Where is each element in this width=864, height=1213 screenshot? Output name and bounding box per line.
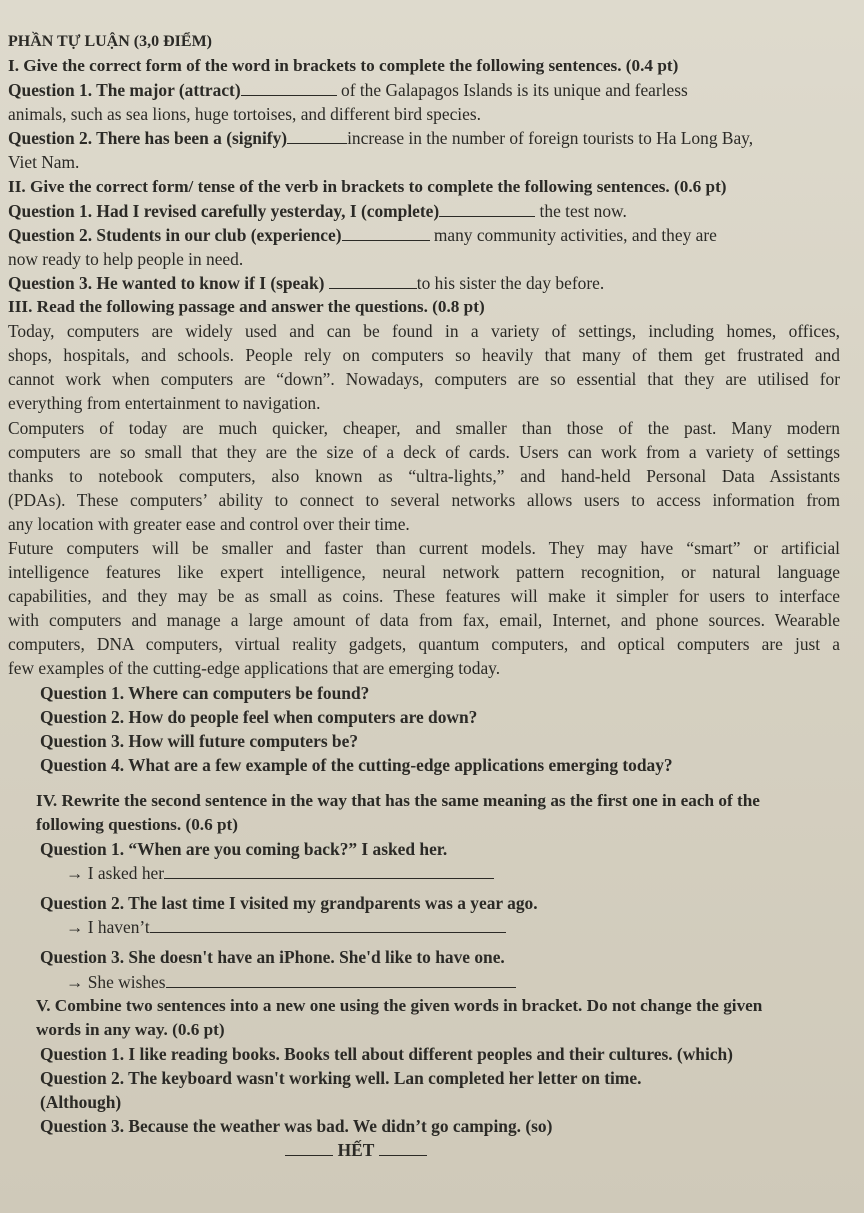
part1-heading: I. Give the correct form of the word in brackets to complete the following sentences. (0.4 pt) [8, 56, 679, 76]
combine-question-1: Question 1. I like reading books. Books tell about different peoples and their cultures. (which) [40, 1043, 733, 1064]
question-text: the test now. [539, 200, 627, 221]
rewrite-answer-2 [8, 915, 844, 939]
answer-prompt: → I haven’t [66, 917, 150, 938]
passage-line: capabilities, and they may be as small as coins. These features will make it simpler for users to interface [8, 586, 840, 607]
question-label: Question 2. Students in our club (experience) [8, 224, 342, 245]
question-text: of the Galapagos Islands is its unique and fearless [341, 80, 688, 101]
question-label: Question 3. He wanted to know if I (speak) [8, 272, 325, 293]
combine-question-2: Question 2. The keyboard wasn't working well. Lan completed her letter on time. [40, 1067, 642, 1088]
part1-question-2 [8, 126, 844, 150]
answer-blank[interactable] [439, 201, 535, 217]
rewrite-question-3: Question 3. She doesn't have an iPhone. She'd like to have one. [40, 947, 505, 968]
part2-question-2 [8, 223, 844, 247]
passage-line: everything from entertainment to navigation. [8, 393, 321, 414]
rewrite-question-2: Question 2. The last time I visited my grandparents was a year ago. [40, 893, 538, 914]
passage-line: shops, hospitals, and schools. People rely on computers so heavily that many of them get frustrated and [8, 345, 840, 366]
question-label: Question 1. Had I revised carefully yesterday, I (complete) [8, 200, 440, 221]
passage-line: computers are so small that they are the size of a deck of cards. Users can work from a variety of settings [8, 441, 840, 462]
answer-blank[interactable] [166, 972, 516, 988]
part1-question-1 [8, 78, 844, 102]
end-text: HẾT [337, 1140, 375, 1161]
question-text: many community activities, and they are [433, 224, 717, 245]
question-continuation: Viet Nam. [8, 152, 80, 173]
decorative-rule [379, 1145, 427, 1156]
part5-heading-cont: words in any way. (0.6 pt) [36, 1019, 225, 1039]
passage-line: Computers of today are much quicker, cheaper, and smaller than those of the past. Many modern [8, 417, 840, 438]
question-continuation: now ready to help people in need. [8, 248, 244, 269]
passage-line: Future computers will be smaller and faster than current models. They may have “smart” or artificial [8, 537, 840, 558]
answer-blank[interactable] [241, 80, 337, 96]
passage-line: Today, computers are widely used and can be found in a variety of settings, including homes, offices, [8, 321, 840, 342]
reading-question-2: Question 2. How do people feel when computers are down? [40, 706, 478, 727]
passage-line: any location with greater ease and control over their time. [8, 513, 410, 534]
rewrite-answer-1 [8, 861, 844, 885]
reading-question-3: Question 3. How will future computers be? [40, 730, 359, 751]
part2-question-1 [8, 199, 844, 223]
answer-blank[interactable] [150, 917, 506, 933]
part4-heading: IV. Rewrite the second sentence in the way that has the same meaning as the first one in each of the [36, 790, 760, 810]
passage-line: cannot work when computers are “down”. Nowadays, computers are so essential that they are utilised for [8, 369, 840, 390]
question-text: to his sister the day before. [416, 272, 605, 293]
passage-line: intelligence features like expert intelligence, neural network pattern recognition, or natural language [8, 562, 840, 583]
decorative-rule [285, 1145, 333, 1156]
reading-passage [8, 319, 844, 680]
passage-line: computers, DNA computers, virtual reality gadgets, quantum computers, and optical computers are just a [8, 634, 840, 655]
answer-blank[interactable] [164, 863, 494, 879]
part3-heading: III. Read the following passage and answer the questions. (0.8 pt) [8, 297, 485, 317]
answer-prompt: → I asked her [66, 863, 165, 884]
part2-question-3 [8, 271, 844, 295]
answer-prompt: → She wishes [66, 971, 166, 992]
section-title: PHẦN TỰ LUẬN (3,0 ĐIỂM) [8, 33, 212, 50]
passage-line: (PDAs). These computers’ ability to connect to several networks allows users to access information from [8, 489, 840, 510]
passage-line: with computers and manage a large amount of data from fax, email, Internet, and phone sources. Wearable [8, 610, 840, 631]
reading-question-4: Question 4. What are a few example of the cutting-edge applications emerging today? [40, 754, 673, 775]
question-continuation: animals, such as sea lions, huge tortoises, and different bird species. [8, 104, 481, 125]
combine-question-2-hint: (Although) [40, 1092, 122, 1113]
part5-heading: V. Combine two sentences into a new one using the given words in bracket. Do not change the given [36, 995, 763, 1015]
passage-line: thanks to notebook computers, also known as “ultra-lights,” and hand-held Personal Data Assistants [8, 465, 840, 486]
question-text: increase in the number of foreign tourists to Ha Long Bay, [347, 128, 754, 149]
answer-blank[interactable] [287, 128, 347, 144]
end-mark [8, 1138, 844, 1162]
part4-heading-cont: following questions. (0.6 pt) [36, 815, 238, 834]
rewrite-question-1: Question 1. “When are you coming back?” I asked her. [40, 839, 448, 860]
question-label: Question 2. There has been a (signify) [8, 128, 288, 149]
answer-blank[interactable] [342, 225, 430, 241]
question-label: Question 1. The major (attract) [8, 80, 241, 101]
combine-question-3: Question 3. Because the weather was bad. We didn’t go camping. (so) [40, 1116, 553, 1137]
rewrite-answer-3 [8, 970, 844, 994]
passage-line: few examples of the cutting-edge applications that are emerging today. [8, 658, 501, 679]
reading-question-1: Question 1. Where can computers be found? [40, 682, 370, 703]
part2-heading: II. Give the correct form/ tense of the verb in brackets to complete the following sentences. (0.6 pt) [8, 176, 727, 196]
answer-blank[interactable] [329, 273, 417, 289]
